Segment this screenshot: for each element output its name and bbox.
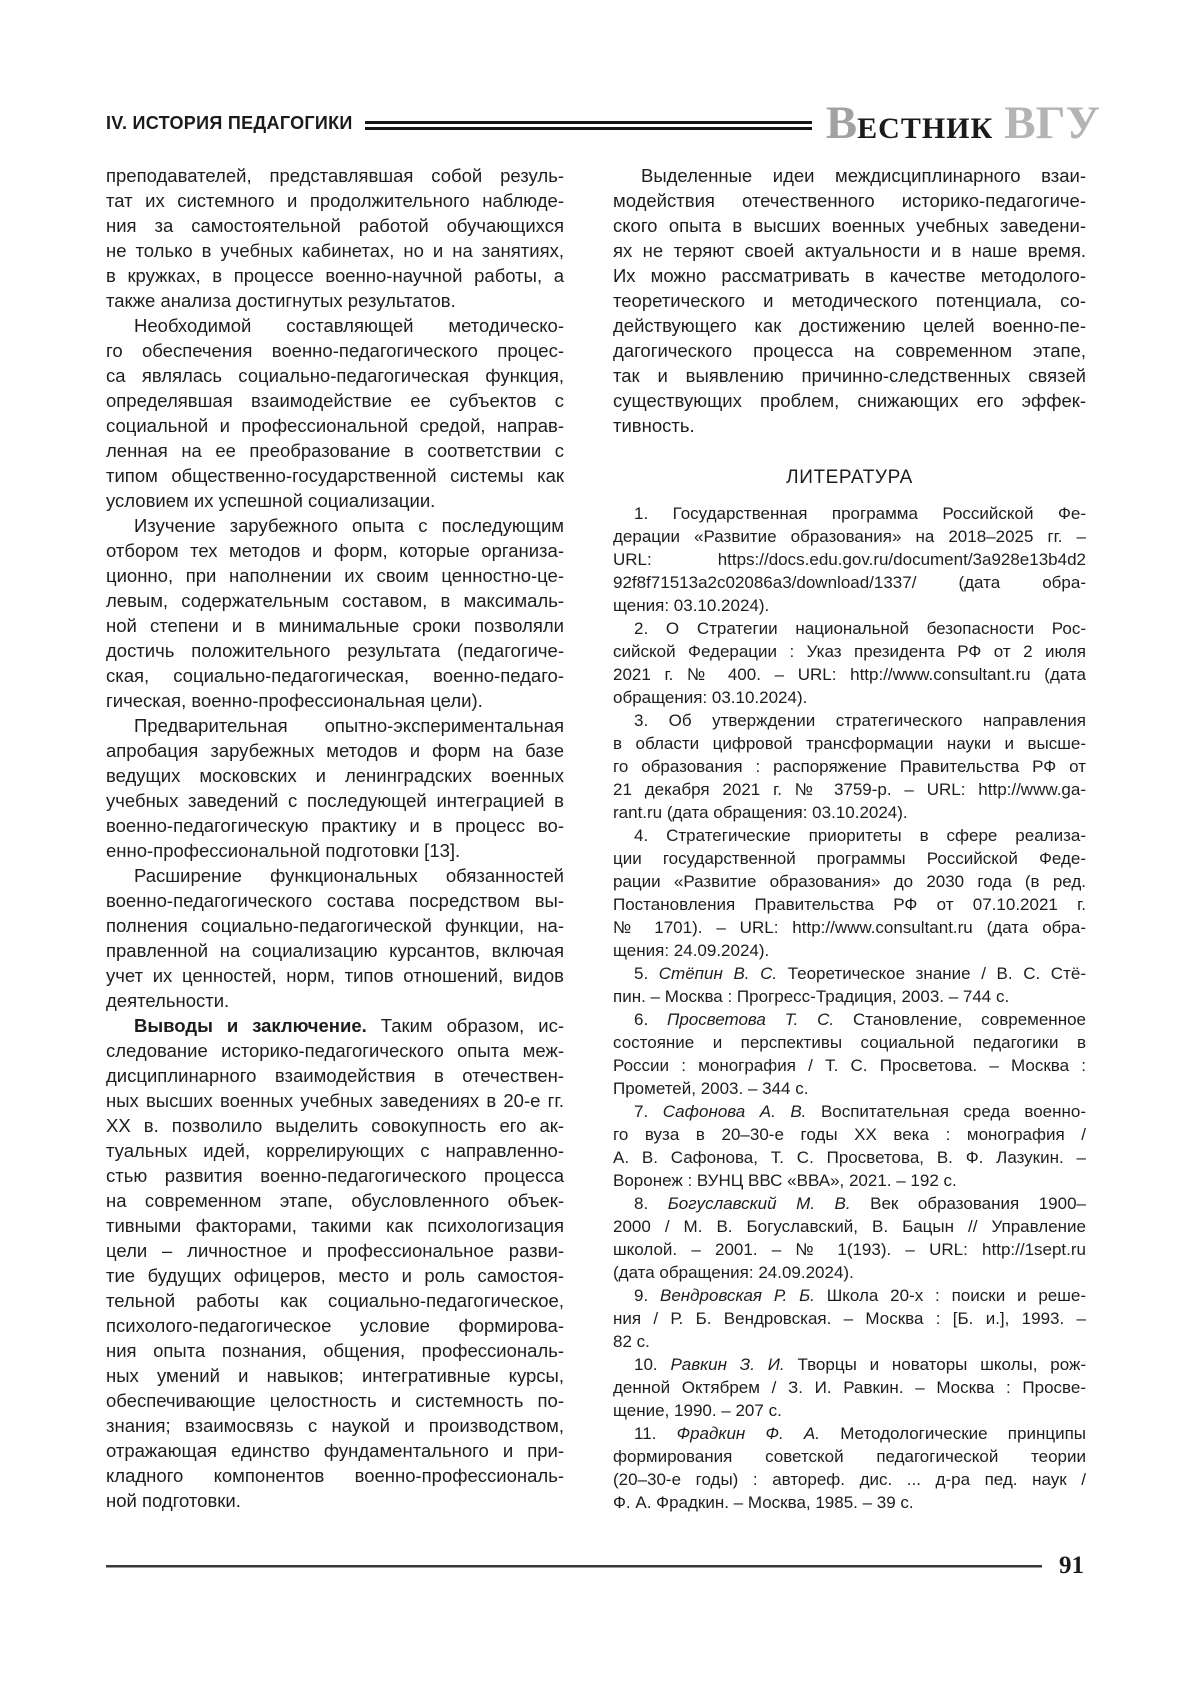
text-line: URL: https://docs.edu.gov.ru/document/3a928e13b4d2 — [613, 550, 1086, 569]
text-line: дерации «Развитие образования» на 2018–2025 гг. – — [613, 527, 1086, 546]
italic-lead-text: Равкин З. И. — [670, 1355, 785, 1374]
text-line: ская, социально-педагогическая, военно-педаго- — [106, 665, 564, 686]
text-line: Воронеж : ВУНЦ ВВС «ВВА», 2021. – 192 с. — [613, 1171, 957, 1190]
text-line: цели – личностное и профессиональное разви- — [106, 1240, 564, 1261]
text-line: ленная на ее преобразование в соответствии с — [106, 440, 564, 461]
text-line: пин. – Москва : Прогресс-Традиция, 2003. – 744 с. — [613, 987, 1010, 1006]
text-line: 9. Вендровская Р. Б. Школа 20-х : поиски и реше- — [634, 1286, 1086, 1305]
literature-heading: ЛИТЕРАТУРА — [786, 467, 913, 488]
bold-lead-text: Выводы и заключение. — [134, 1015, 367, 1036]
text-line: № 1701). – URL: http://www.consultant.ru (дата обра- — [613, 918, 1086, 937]
text-line: достичь положительного результата (педагогиче- — [106, 640, 564, 661]
reference-item — [613, 1353, 1086, 1422]
text-line: 7. Сафонова А. В. Воспитательная среда военно- — [634, 1102, 1087, 1121]
text-line: ния за самостоятельной работой обучающихся — [106, 215, 564, 236]
text-line: (дата обращения: 24.09.2024). — [613, 1263, 854, 1282]
text-line: 92f8f71513a2c02086a3/download/1337/ (дата обра- — [613, 573, 1086, 592]
paragraph — [106, 1013, 564, 1513]
text-line: Постановления Правительства РФ от 07.10.2021 г. — [613, 895, 1086, 914]
text-line: щения: 24.09.2024). — [613, 941, 770, 960]
text-line: военно-педагогического состава посредством вы- — [106, 890, 564, 911]
text-line: в кружках, в процессе военно-научной работы, а — [106, 265, 564, 286]
text-line: Ф. А. Фрадкин. – Москва, 1985. – 39 с. — [613, 1493, 914, 1512]
text-line: са являлась социально-педагогическая функция, — [106, 365, 564, 386]
text-line: ных умений и навыков; интегративные курсы, — [106, 1365, 564, 1386]
text-line: 21 декабря 2021 г. № 3759-р. – URL: http://www.ga- — [613, 780, 1086, 799]
page-footer — [106, 1550, 1100, 1582]
text-line: тат их системного и продолжительного наблюде- — [106, 190, 564, 211]
text-line: учет их ценностей, норм, типов отношений, видов — [106, 965, 564, 986]
reference-item — [613, 1008, 1086, 1100]
text-line: типом общественно-государственной системы как — [106, 465, 564, 486]
text-line: 2000 / М. В. Богуславский, В. Бацын // Управление — [613, 1217, 1086, 1236]
text-line: также анализа достигнутых результатов. — [106, 290, 456, 311]
text-line: туальных идей, коррелирующих с направленно- — [106, 1140, 564, 1161]
page-number: 91 — [1059, 1552, 1084, 1579]
text-line: 8. Богуславский М. В. Век образования 1900– — [634, 1194, 1087, 1213]
reference-item — [613, 1192, 1086, 1284]
text-line: на современном этапе, обусловленного объек- — [106, 1190, 564, 1211]
text-line: ции государственной программы Российской Феде- — [613, 849, 1086, 868]
text-line: психолого-педагогическое условие формирова- — [106, 1315, 564, 1336]
paragraph — [106, 163, 564, 313]
text-line: так и выявлению причинно-следственных связей — [613, 365, 1086, 386]
page-header — [106, 98, 1100, 148]
text-line: гическая, военно-профессиональная цели). — [106, 690, 483, 711]
reference-item — [613, 1422, 1086, 1514]
text-line: ведущих московских и ленинградских военных — [106, 765, 564, 786]
text-line: преподавателей, представлявшая собой резуль- — [106, 165, 564, 186]
paragraph — [106, 513, 564, 713]
two-column-body — [106, 163, 1086, 1514]
text-line: 2021 г. № 400. – URL: http://www.consultant.ru (дата — [613, 665, 1086, 684]
text-line: следование историко-педагогического опыта меж- — [106, 1040, 564, 1061]
text-line: России : монография / Т. С. Просветова. – Москва : — [613, 1056, 1086, 1075]
italic-lead-text: Фрадкин Ф. А. — [676, 1424, 820, 1443]
reference-item — [613, 824, 1086, 962]
text-line: Выводы и заключение. Таким образом, ис- — [134, 1015, 565, 1036]
text-line: теоретического и методического потенциала, со- — [613, 290, 1086, 311]
logo-university-abbr: ВГУ — [1004, 96, 1100, 149]
right-column — [613, 163, 1086, 1514]
text-line: Выделенные идеи междисциплинарного взаи- — [641, 165, 1086, 186]
text-line: сийской Федерации : Указ президента РФ от 2 июля — [613, 642, 1086, 661]
text-line: щения: 03.10.2024). — [613, 596, 770, 615]
text-line: рации «Развитие образования» до 2030 года (в ред. — [613, 872, 1086, 891]
text-line: rant.ru (дата обращения: 03.10.2024). — [613, 803, 908, 822]
reference-item — [613, 502, 1086, 617]
text-line: деятельности. — [106, 990, 230, 1011]
footer-rule — [106, 1565, 1042, 1568]
logo-title-text: ЕСТНИК — [857, 111, 994, 145]
text-line: 5. Стёпин В. С. Теоретическое знание / В. С. Стё- — [634, 964, 1086, 983]
reference-item — [613, 962, 1086, 1008]
header-double-rule — [365, 121, 812, 130]
text-line: 2. О Стратегии национальной безопасности Рос- — [634, 619, 1086, 638]
text-line: ния опыта познания, общения, профессиональ- — [106, 1340, 564, 1361]
text-line: ной подготовки. — [106, 1490, 241, 1511]
text-line: денной Октябрем / З. И. Равкин. – Москва : Просве- — [613, 1378, 1086, 1397]
text-line: (20–30-е годы) : автореф. дис. ... д-ра пед. наук / — [613, 1470, 1086, 1489]
text-line: Расширение функциональных обязанностей — [134, 865, 564, 886]
italic-lead-text: Стёпин В. С. — [658, 964, 778, 983]
text-line: 4. Стратегические приоритеты в сфере реализа- — [634, 826, 1086, 845]
text-line: левым, содержательным составом, в максималь- — [106, 590, 564, 611]
text-line: 11. Фрадкин Ф. А. Методологические принципы — [634, 1424, 1086, 1443]
text-line: отбором тех методов и форм, которые организа- — [106, 540, 564, 561]
text-line: 1. Государственная программа Российской Фе- — [634, 504, 1086, 523]
logo-initial-letter: В — [825, 96, 858, 149]
text-line: тие будущих офицеров, место и роль самостоя- — [106, 1265, 564, 1286]
paragraph — [106, 713, 564, 863]
text-line: дисциплинарного взаимодействия в отечествен- — [106, 1065, 564, 1086]
text-line: тельной работы как социально-педагогическое, — [106, 1290, 564, 1311]
text-line: полнения социально-педагогической функции, на- — [106, 915, 564, 936]
text-line: военно-педагогическую практику и в процесс во- — [106, 815, 564, 836]
journal-logo — [825, 96, 1100, 149]
text-line: учебных заведений с последующей интеграцией в — [106, 790, 564, 811]
text-line: условием их успешной социализации. — [106, 490, 436, 511]
text-line: го обеспечения военно-педагогического процес- — [106, 340, 564, 361]
text-line: Предварительная опытно-экспериментальная — [134, 715, 564, 736]
italic-lead-text: Богуславский М. В. — [667, 1194, 851, 1213]
text-line: енно-профессиональной подготовки [13]. — [106, 840, 461, 861]
reference-item — [613, 709, 1086, 824]
text-line: социальной и профессиональной средой, направ- — [106, 415, 564, 436]
text-line: апробация зарубежных методов и форм на базе — [106, 740, 564, 761]
reference-item — [613, 617, 1086, 709]
text-line: правленной на социализацию курсантов, включая — [106, 940, 564, 961]
text-line: ной степени и в минимальные сроки позволяли — [106, 615, 564, 636]
text-line: кладного компонентов военно-профессиональ- — [106, 1465, 564, 1486]
text-line: ского опыта в высших военных учебных заведени- — [613, 215, 1086, 236]
left-column — [106, 163, 564, 1514]
paragraph — [613, 163, 1086, 438]
reference-item — [613, 1100, 1086, 1192]
text-line: не только в учебных кабинетах, но и на занятиях, — [106, 240, 564, 261]
text-line: Их можно рассматривать в качестве методолого- — [613, 265, 1086, 286]
text-line: формирования советской педагогической теории — [613, 1447, 1086, 1466]
text-line: тивность. — [613, 415, 695, 436]
text-line: 6. Просветова Т. С. Становление, современное — [634, 1010, 1086, 1029]
text-line: отражающая единство фундаментального и при- — [106, 1440, 564, 1461]
text-line: тивными факторами, такими как психологизация — [106, 1215, 564, 1236]
text-line: ния / Р. Б. Вендровская. – Москва : [Б. и.], 1993. – — [613, 1309, 1086, 1328]
text-line: в области цифровой трансформации науки и высше- — [613, 734, 1086, 753]
italic-lead-text: Сафонова А. В. — [662, 1102, 807, 1121]
text-line: ях не теряют своей актуальности и в наше время. — [613, 240, 1086, 261]
text-line: Изучение зарубежного опыта с последующим — [134, 515, 564, 536]
text-line: 10. Равкин З. И. Творцы и новаторы школы, рож- — [634, 1355, 1086, 1374]
text-line: знания; взаимосвязь с наукой и производством, — [106, 1415, 564, 1436]
text-line: определявшая взаимодействие ее субъектов с — [106, 390, 564, 411]
paragraph — [106, 313, 564, 513]
text-line: Прометей, 2003. – 344 с. — [613, 1079, 809, 1098]
section-title: IV. ИСТОРИЯ ПЕДАГОГИКИ — [106, 112, 353, 133]
text-line: модействия отечественного историко-педагогиче- — [613, 190, 1086, 211]
references-list — [613, 502, 1086, 1514]
text-line: XX в. позволило выделить совокупность его ак- — [106, 1115, 564, 1136]
text-line: обеспечивающие целостность и системность по- — [106, 1390, 564, 1411]
text-line: го вуза в 20–30-е годы XX века : монография / — [613, 1125, 1086, 1144]
text-line: ных высших военных учебных заведениях в 20-е гг. — [106, 1090, 564, 1111]
paragraph — [106, 863, 564, 1013]
text-line: школой. – 2001. – № 1(193). – URL: http://1sept.ru — [613, 1240, 1086, 1259]
text-line: А. В. Сафонова, Т. С. Просветова, В. Ф. Лазукин. – — [613, 1148, 1086, 1167]
right-column-intro — [613, 163, 1086, 438]
italic-lead-text: Просветова Т. С. — [667, 1010, 835, 1029]
text-line: действующего как достижению целей военно-пе- — [613, 315, 1086, 336]
text-line: ционно, при наполнении их своим ценностно-це- — [106, 565, 564, 586]
text-line: состояние и перспективы социальной педагогики в — [613, 1033, 1086, 1052]
text-line: стью развития военно-педагогического процесса — [106, 1165, 564, 1186]
text-line: обращения: 03.10.2024). — [613, 688, 808, 707]
reference-item — [613, 1284, 1086, 1353]
text-line: 82 с. — [613, 1332, 650, 1351]
italic-lead-text: Вендровская Р. Б. — [660, 1286, 815, 1305]
text-line: го образования : распоряжение Правительства РФ от — [613, 757, 1086, 776]
text-line: Необходимой составляющей методическо- — [134, 315, 564, 336]
text-line: 3. Об утверждении стратегического направления — [634, 711, 1086, 730]
text-line: щение, 1990. – 207 с. — [613, 1401, 782, 1420]
text-line: дагогического процесса на современном этапе, — [613, 340, 1086, 361]
text-line: существующих проблем, снижающих его эффек- — [613, 390, 1086, 411]
